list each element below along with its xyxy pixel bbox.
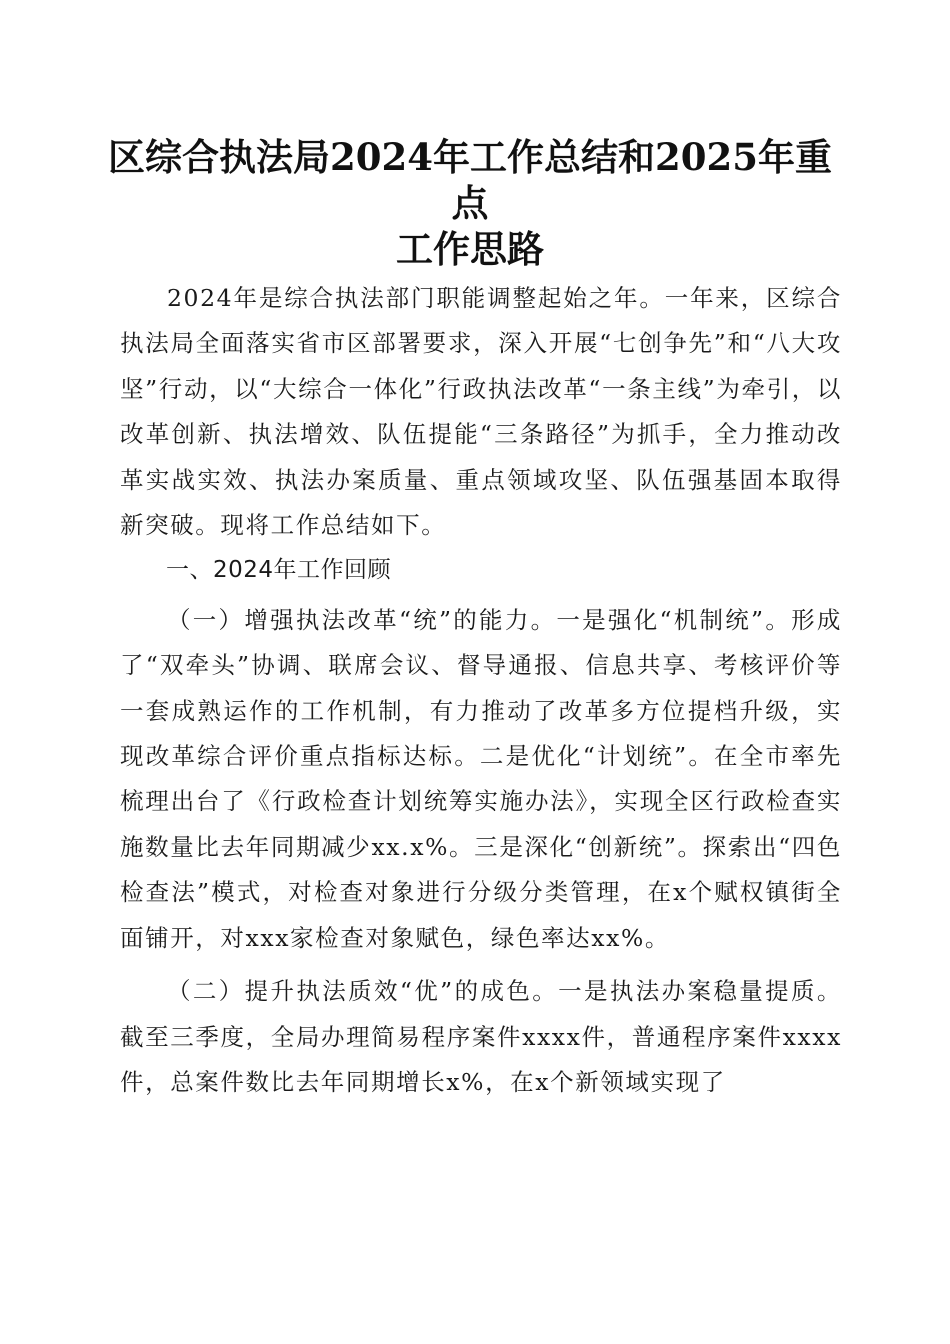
item-2-paragraph [120, 969, 842, 1105]
item-2-body: 一是执法办案稳量提质。截至三季度，全局办理简易程序案件xxxx件，普通程序案件xxxx件，总案件数比去年同期增长x%，在x个新领域实现了 [120, 977, 842, 1096]
item-1-title: （一）增强执法改革“统”的能力。 [167, 605, 557, 634]
item-1-body: 一是强化“机制统”。形成了“双牵头”协调、联席会议、督导通报、信息共享、考核评价等一套成熟运作的工作机制，有力推动了改革多方位提档升级，实现改革综合评价重点指标达标。二是优化“计划统”。在全市率先梳理出台了《行政检查计划统筹实施办法》，实现全区行政检查实施数量比去年同期减少xx.x%。三是深化“创新统”。探索出“四色检查法”模式，对检查对象进行分级分类管理，在x个赋权镇街全面铺开，对xxx家检查对象赋色，绿色率达xx%。 [120, 605, 842, 952]
section-heading: 一、2024年工作回顾 [166, 557, 392, 584]
item-2-title: （二）提升执法质效“优”的成色。 [167, 977, 559, 1006]
title-line-1: 区综合执法局2024年工作总结和2025年重点 [108, 135, 832, 225]
document-body [120, 276, 842, 1105]
document-title [100, 134, 840, 272]
title-line-2: 工作思路 [396, 227, 544, 271]
item-1-paragraph [120, 598, 842, 961]
intro-paragraph: 2024年是综合执法部门职能调整起始之年。一年来，区综合执法局全面落实省市区部署要求，深入开展“七创争先”和“八大攻坚”行动，以“大综合一体化”行政执法改革“一条主线”为牵引，以改革创新、执法增效、队伍提能“三条路径”为抓手，全力推动改革实战实效、执法办案质量、重点领域攻坚、队伍强基固本取得新突破。现将工作总结如下。 [120, 284, 842, 540]
